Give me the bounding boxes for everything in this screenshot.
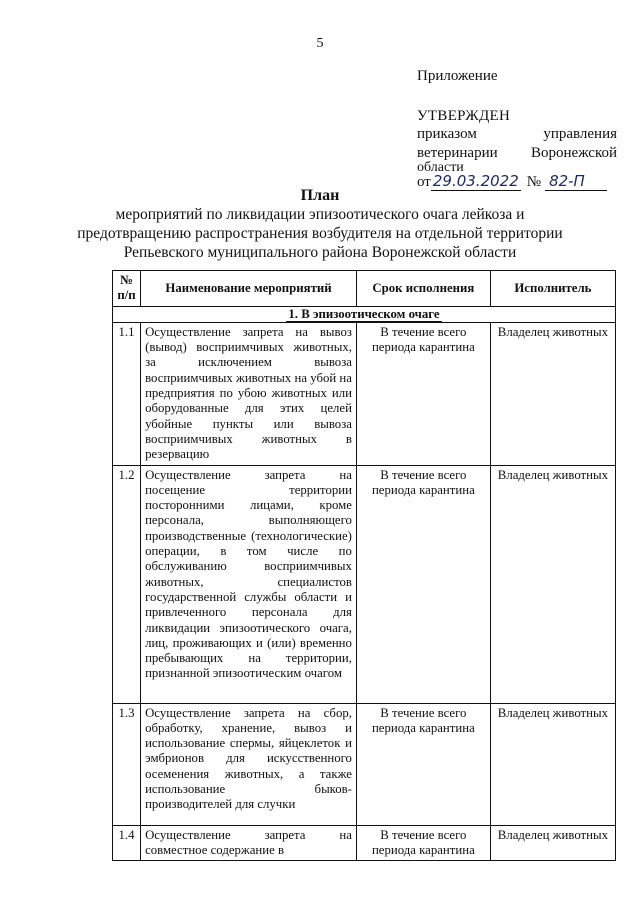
section-title (113, 306, 616, 322)
subtitle-line: мероприятий по ликвидации эпизоотического очага лейкоза и (115, 206, 525, 223)
row-num: 1.4 (113, 825, 141, 861)
order-date-handwritten: 29.03.2022 (432, 172, 519, 190)
row-term: В течение всего периода карантина (356, 703, 490, 825)
section-row (113, 306, 616, 322)
row-num: 1.3 (113, 703, 141, 825)
row-measure: Осуществление запрета на вывоз (вывод) восприимчивых животных, за исключением вывоза восприимчивых животных на убой на предприятия по убою животных или оборудованные для этих целей убойные пункты или вывоза восприимчивых животных в резервацию (141, 322, 357, 465)
header-term: Срок исполнения (356, 271, 490, 307)
date-prefix: от (417, 174, 431, 190)
row-measure: Осуществление запрета на сбор, обработку, хранение, вывоз и использование спермы, яйцеклеток и эмбрионов для искусственного осеменения животных, а также использование быков-производителей для случки (141, 703, 357, 825)
page-number: 5 (316, 36, 324, 51)
row-num: 1.1 (113, 322, 141, 465)
measures-table (112, 270, 616, 861)
row-executor: Владелец животных (490, 825, 615, 861)
row-executor: Владелец животных (490, 322, 615, 465)
number-prefix: № (526, 174, 542, 190)
row-num: 1.2 (113, 465, 141, 703)
order-line-1 (417, 126, 617, 143)
table-row (113, 703, 616, 825)
section-title-text: 1. В эпизоотическом очаге (288, 306, 440, 321)
row-term: В течение всего периода карантина (356, 465, 490, 703)
order-number-handwritten: 82-П (545, 172, 607, 191)
row-term: В течение всего периода карантина (356, 825, 490, 861)
table-row (113, 825, 616, 861)
subtitle-line: Репьевского муниципального района Воронежской области (123, 244, 517, 261)
order-word: ветеринарии (417, 145, 498, 161)
appendix-label: Приложение (417, 68, 498, 84)
table-row (113, 465, 616, 703)
header-name: Наименование мероприятий (141, 271, 357, 307)
header-num: № п/п (113, 271, 141, 307)
order-word: области (417, 160, 464, 175)
row-executor: Владелец животных (490, 465, 615, 703)
row-executor: Владелец животных (490, 703, 615, 825)
row-measure: Осуществление запрета на посещение территории посторонними лицами, кроме персонала, выполняющего производственные (технологические) операции, в том числе по обслуживанию восприимчивых животных, специалистов государственной службы области и привлеченного персонала для ликвидации эпизоотического очага, лиц, проживающих и (или) временно пребывающих на территории, признанной эпизоотическим очагом (141, 465, 357, 703)
order-word: Воронежской (531, 145, 617, 161)
approved-label: УТВЕРЖДЕН (417, 108, 511, 124)
header-executor: Исполнитель (490, 271, 615, 307)
order-word: приказом (417, 126, 477, 142)
document-title: План (300, 187, 340, 204)
row-term: В течение всего периода карантина (356, 322, 490, 465)
table-row (113, 322, 616, 465)
table-header-row (113, 271, 616, 307)
subtitle-line: предотвращению распространения возбудителя на отдельной территории (77, 225, 563, 242)
order-word: управления (543, 126, 617, 142)
document-subtitle (0, 205, 640, 262)
row-measure: Осуществление запрета на совместное содержание в (141, 825, 357, 861)
